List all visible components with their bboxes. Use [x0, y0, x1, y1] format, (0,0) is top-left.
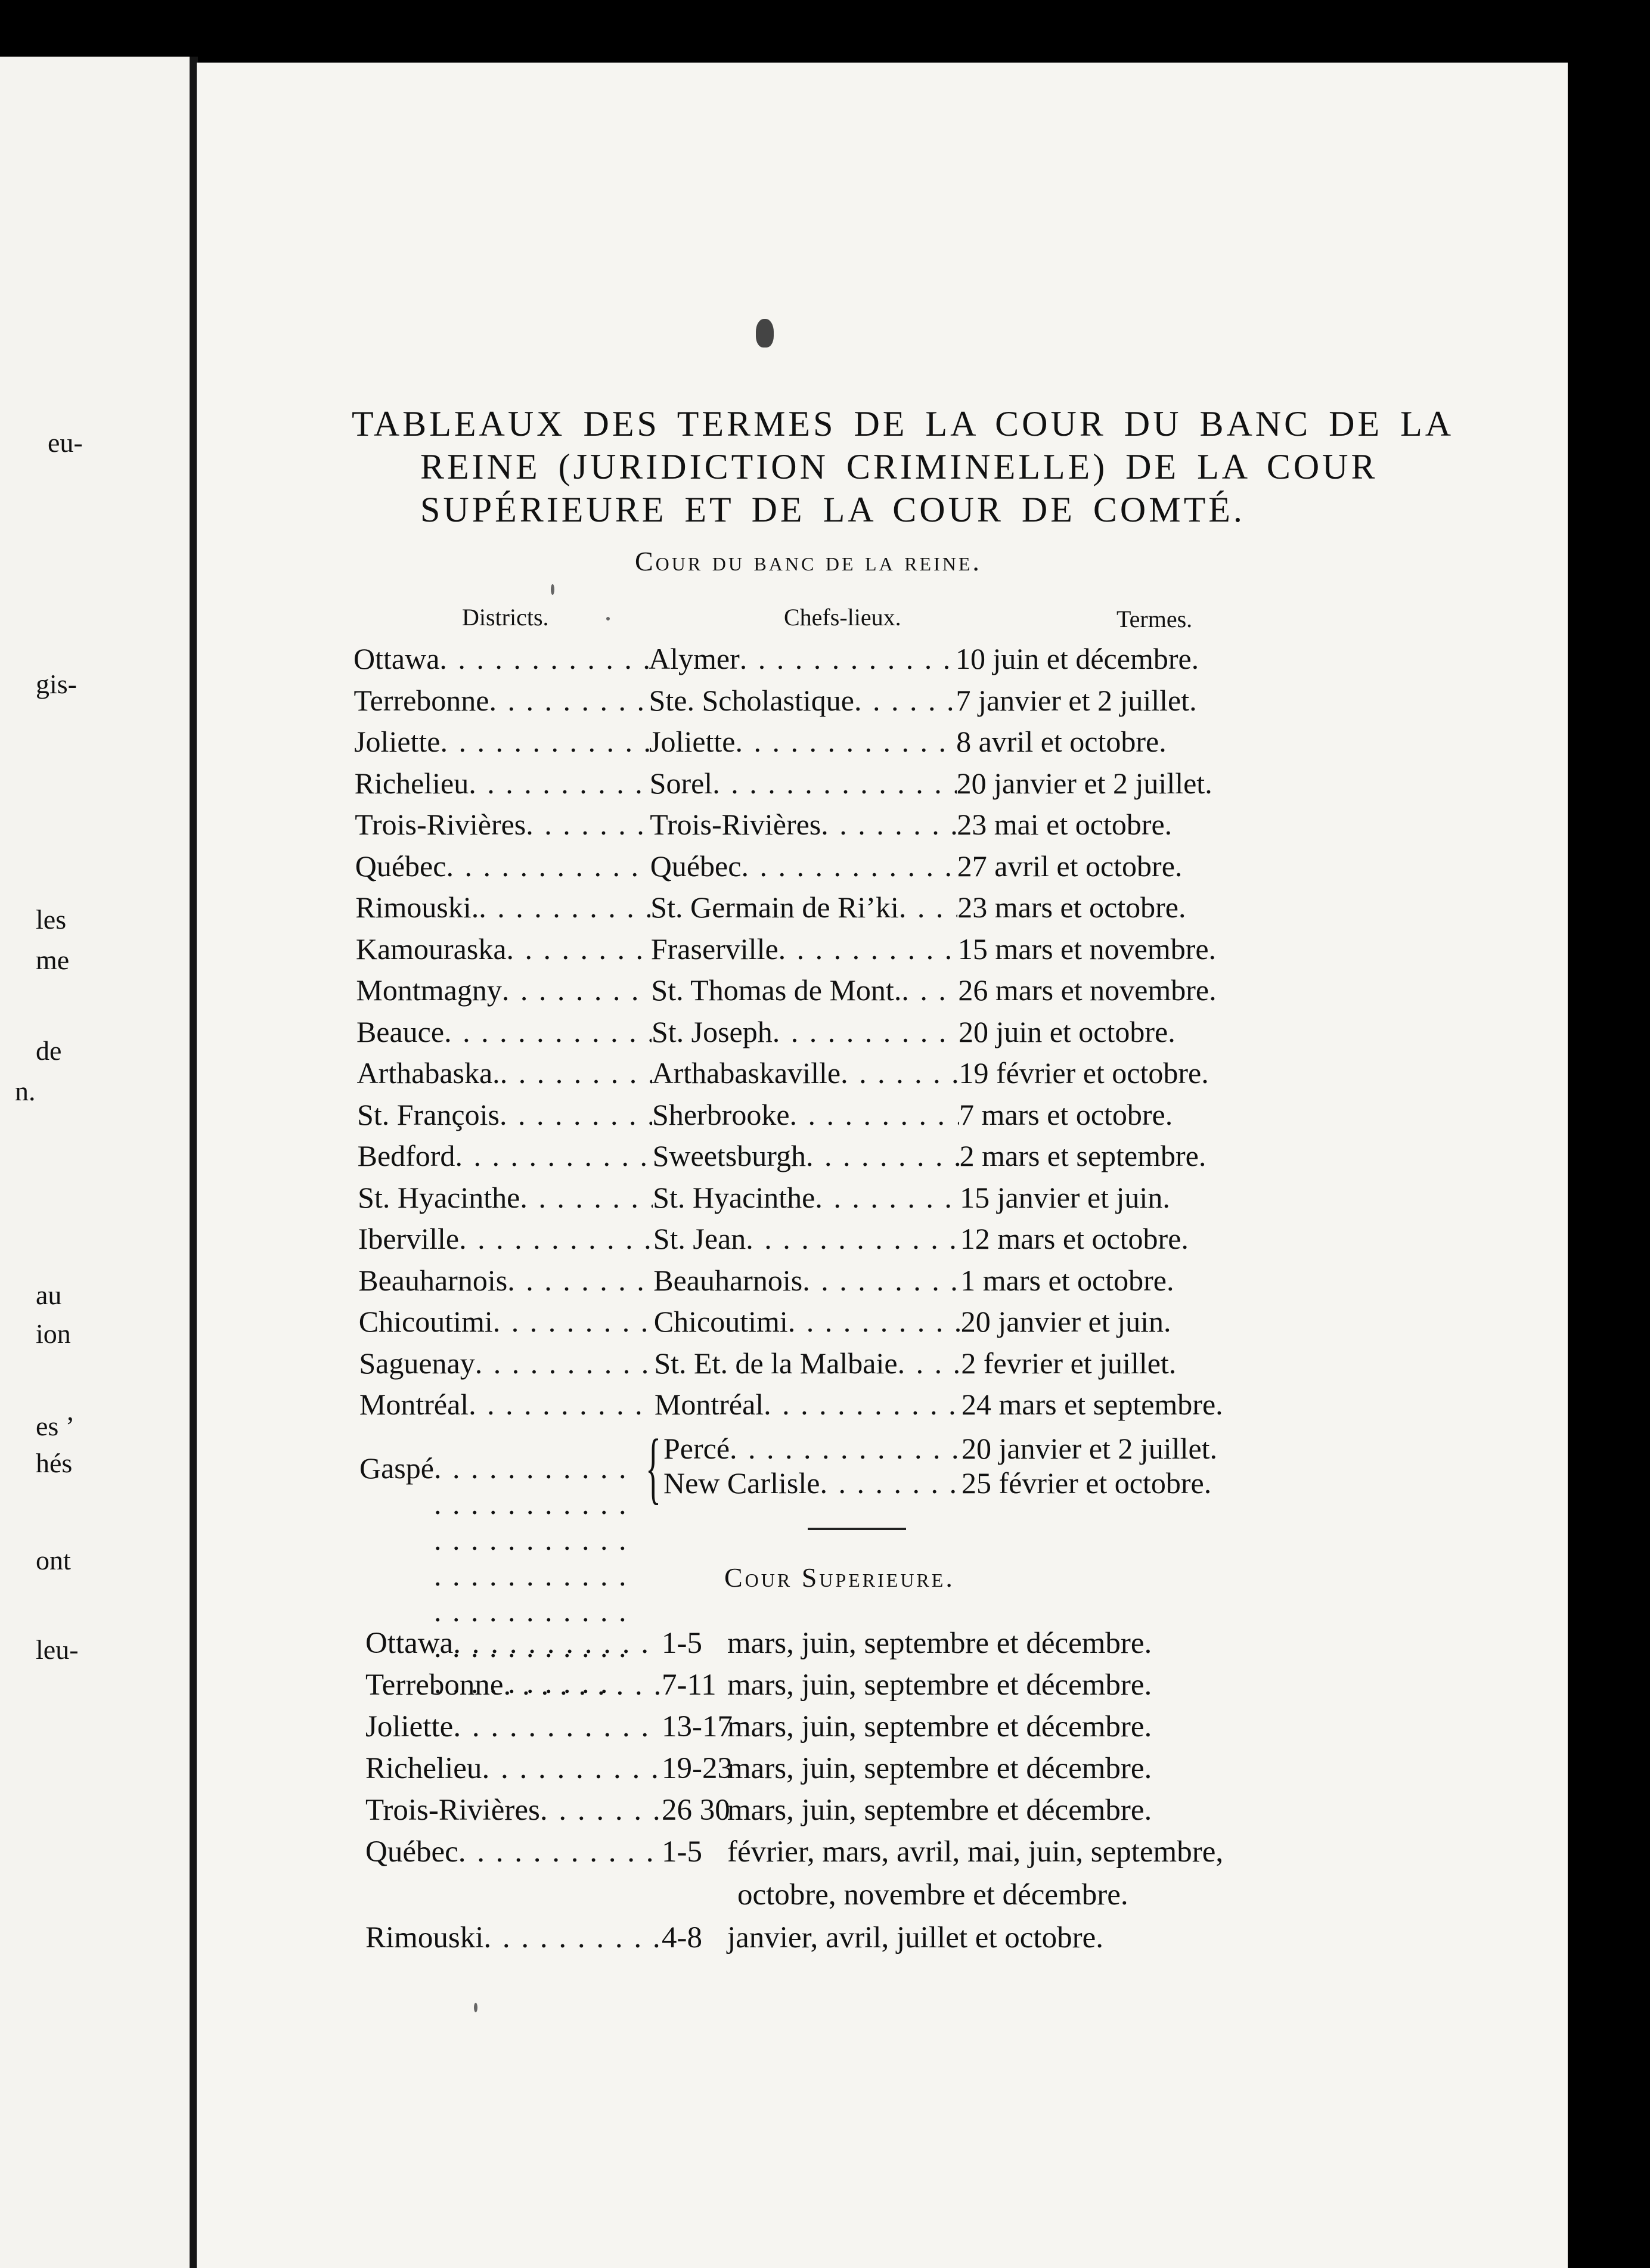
table-row: [357, 1097, 1173, 1133]
chef-lieu-cell: [654, 1345, 961, 1381]
day-range: 4-8: [662, 1921, 702, 1954]
terme: 8 avril et octobre.: [956, 725, 1167, 758]
dot-leader: [500, 1055, 652, 1091]
table-row: [353, 641, 1199, 677]
dot-leader: [458, 1833, 662, 1870]
dot-leader: [479, 889, 650, 925]
dot-leader: [469, 1386, 655, 1422]
district-cell: [358, 1221, 653, 1256]
facing-page-fragment: gis-: [36, 669, 77, 699]
district-name: Terrebonne: [353, 683, 489, 717]
table-row: [355, 765, 1212, 801]
dot-leader: [779, 931, 958, 967]
district-name: Bedford: [357, 1139, 455, 1172]
table-row: [365, 1625, 1152, 1662]
table-row: [356, 931, 1216, 967]
chef-lieu: Sorel: [649, 766, 713, 800]
terme: 27 avril et octobre.: [957, 849, 1183, 883]
section-heading-cour-superieure: Cour Superieure.: [724, 1562, 955, 1593]
chef-lieu-cell: [650, 765, 957, 801]
district-name: Richelieu: [354, 766, 469, 800]
facing-page-fragment: es ’: [36, 1411, 75, 1441]
chef-lieu-cell: [651, 972, 958, 1008]
district-name: Iberville: [358, 1222, 460, 1255]
dot-leader: [802, 1262, 960, 1298]
table-row: [365, 1919, 1103, 1956]
table-row: [358, 1221, 1189, 1256]
dot-leader: [444, 1014, 652, 1050]
title-line-2: REINE (JURIDICTION CRIMINELLE) DE LA COUR: [420, 447, 1378, 486]
chef-lieu: Chicoutimi: [653, 1305, 788, 1338]
district-name: Trois-Rivières: [365, 1794, 540, 1827]
district-name: St. Hyacinthe: [358, 1180, 520, 1214]
district-name: Richelieu: [365, 1752, 482, 1785]
chef-lieu: Ste. Scholastique: [649, 683, 854, 717]
chef-lieu: St. Et. de la Malbaie: [654, 1346, 898, 1380]
district-cell: [365, 1833, 662, 1870]
district-cell: [355, 765, 650, 801]
months-continuation: octobre, novembre et décembre.: [737, 1878, 1128, 1912]
dot-leader: [502, 972, 652, 1008]
gaspe-sub-row: [663, 1431, 1217, 1466]
chef-lieu: St. Jean: [653, 1222, 746, 1255]
terme: 15 mars et novembre.: [957, 932, 1217, 966]
terme: 7 janvier et 2 juillet.: [956, 683, 1197, 717]
table-row: [365, 1750, 1152, 1787]
column-header-chefs-lieux: Chefs-lieux.: [784, 604, 901, 631]
dot-leader: [482, 1750, 662, 1787]
terme: 2 mars et septembre.: [959, 1139, 1207, 1172]
months: mars, juin, septembre et décembre.: [727, 1627, 1152, 1660]
months: mars, juin, septembre et décembre.: [727, 1794, 1152, 1827]
title-line-1: TABLEAUX DES TERMES DE LA COUR DU BANC DE LA: [352, 404, 1454, 443]
chef-lieu: Joliette: [649, 725, 736, 758]
district-cell: [355, 806, 650, 842]
day-range: 1-5: [662, 1627, 702, 1660]
facing-page-fragment: ont: [36, 1545, 71, 1575]
chef-lieu-cell: [653, 1138, 960, 1174]
table-row: [359, 1345, 1176, 1381]
district-cell: [365, 1919, 662, 1956]
chef-lieu-cell: [653, 1221, 960, 1256]
district-cell: [359, 1345, 654, 1381]
facing-page-fragment: eu-: [48, 427, 83, 458]
district-cell: [365, 1750, 662, 1787]
terme: 23 mai et octobre.: [957, 808, 1173, 841]
chef-lieu-cell: [652, 1097, 959, 1133]
dot-leader: [790, 1097, 960, 1133]
section-heading-banc-de-la-reine: Cour du banc de la reine.: [635, 546, 982, 576]
dot-leader: [820, 1465, 962, 1501]
terme: 19 février et octobre.: [959, 1056, 1209, 1090]
dot-leader: [712, 765, 956, 801]
district-name: Saguenay: [359, 1346, 475, 1380]
page-title: [352, 402, 1454, 531]
chef-lieu: St. Hyacinthe: [653, 1180, 815, 1214]
dot-leader: [526, 806, 650, 842]
facing-page-fragment: au: [36, 1280, 62, 1310]
brace-icon: {: [646, 1423, 661, 1512]
dot-leader: [898, 1345, 962, 1381]
terme: 7 mars et octobre.: [959, 1097, 1173, 1131]
district-name: Rimouski.: [355, 891, 479, 924]
chef-lieu-cell: [650, 806, 957, 842]
table-row: [355, 848, 1183, 884]
district-cell: [357, 1097, 652, 1133]
dot-leader: [730, 1431, 962, 1466]
district-cell: [354, 682, 649, 718]
facing-page-fragment: de: [36, 1035, 62, 1066]
district-name: Joliette: [354, 725, 441, 758]
terme: 20 juin et octobre.: [958, 1014, 1176, 1048]
district-cell: [365, 1708, 662, 1745]
chef-lieu-cell: [652, 1055, 959, 1091]
table-row: [354, 724, 1167, 759]
table-row: [365, 1708, 1152, 1745]
district-name: Kamouraska: [355, 932, 507, 966]
gaspe-sub-row: [663, 1465, 1211, 1501]
district-cell: [359, 1386, 655, 1422]
terme: 12 mars et octobre.: [960, 1222, 1189, 1255]
dot-leader: [459, 1221, 653, 1256]
district-cell: [365, 1625, 662, 1662]
dot-leader: [736, 724, 957, 759]
dot-leader: [821, 806, 957, 842]
dot-leader: [901, 972, 958, 1008]
paper-speck: [606, 617, 610, 620]
chef-lieu-cell: [652, 1014, 959, 1050]
table-row: [365, 1792, 1152, 1829]
district-cell: [353, 641, 649, 677]
table-row: [365, 1833, 1223, 1870]
chef-lieu: New Carlisle: [663, 1466, 820, 1500]
chef-lieu-cell: [651, 931, 958, 967]
months: février, mars, avril, mai, juin, septembre,: [727, 1835, 1224, 1869]
dot-leader: [741, 848, 957, 884]
months: janvier, avril, juillet et octobre.: [727, 1921, 1103, 1954]
chef-lieu: Beauharnois: [653, 1263, 803, 1297]
district-cell: [358, 1180, 653, 1215]
district-name: Montmagny: [356, 973, 502, 1007]
chef-lieu: Québec: [650, 849, 742, 883]
chef-lieu-cell: [653, 1180, 960, 1215]
dot-leader: [806, 1138, 960, 1174]
dot-leader: [746, 1221, 960, 1256]
page-edge-shadow: [1568, 89, 1650, 2265]
terme: 20 janvier et 2 juillet.: [962, 1432, 1218, 1465]
chef-lieu-cell: [650, 848, 957, 884]
chef-lieu-cell: [654, 1304, 961, 1339]
table-row: [357, 1055, 1209, 1091]
district-name: Ottawa: [353, 642, 440, 675]
dot-leader: [773, 1014, 959, 1050]
district-name: Rimouski: [365, 1921, 484, 1954]
months: mars, juin, septembre et décembre.: [727, 1710, 1152, 1743]
table-row: [359, 1304, 1171, 1339]
paper-speck: [551, 584, 554, 595]
terme: 26 mars et novembre.: [958, 973, 1217, 1007]
facing-page-fragment: leu-: [36, 1634, 79, 1665]
district-name: Chicoutimi: [358, 1305, 493, 1338]
months: mars, juin, septembre et décembre.: [727, 1752, 1152, 1785]
day-range: 19-23: [662, 1752, 733, 1785]
district-cell: [358, 1138, 653, 1174]
chef-lieu-cell: [649, 682, 956, 718]
terme: 1 mars et octobre.: [960, 1263, 1174, 1297]
terme: 23 mars et octobre.: [957, 891, 1186, 924]
terme: 25 février et octobre.: [962, 1466, 1212, 1500]
dot-leader: [469, 765, 649, 801]
district-name: Arthabaska.: [356, 1056, 500, 1090]
chef-lieu: Alymer: [649, 642, 740, 675]
terme: 10 juin et décembre.: [956, 642, 1199, 675]
chef-lieu: Montréal: [654, 1388, 764, 1421]
table-row: [355, 889, 1186, 925]
section-divider: [808, 1528, 906, 1530]
dot-leader: [507, 931, 651, 967]
table-row: [359, 1386, 1223, 1422]
column-header-districts: Districts.: [462, 604, 549, 631]
dot-leader: [740, 641, 956, 677]
dot-leader: [854, 682, 956, 718]
district-name: Québec: [355, 849, 446, 883]
district-name: Joliette: [365, 1710, 454, 1743]
months: mars, juin, septembre et décembre.: [727, 1668, 1152, 1702]
table-row: [365, 1667, 1152, 1704]
district-name: Montréal: [359, 1388, 469, 1421]
dot-leader: [493, 1304, 654, 1339]
table-row: [356, 1014, 1176, 1050]
chef-lieu: Sherbrooke: [652, 1097, 790, 1131]
table-row: [358, 1180, 1170, 1215]
chef-lieu-cell: [650, 889, 957, 925]
chef-lieu: Arthabaskaville: [652, 1056, 841, 1090]
table-row: [355, 806, 1172, 842]
chef-lieu-cell: [653, 1262, 960, 1298]
table-row: [358, 1138, 1207, 1174]
chef-lieu: Sweetsburgh: [652, 1139, 806, 1172]
district-name: Beauce: [356, 1014, 445, 1048]
dot-leader: [483, 1919, 662, 1956]
district-cell: [356, 972, 651, 1008]
chef-lieu: Trois-Rivières: [650, 808, 821, 841]
dot-leader: [840, 1055, 959, 1091]
facing-page: [0, 57, 190, 2268]
ornament-icon: [756, 319, 774, 348]
facing-page-fragment: me: [36, 945, 70, 975]
chef-lieu: Fraserville: [650, 932, 779, 966]
district-cell: [354, 724, 649, 759]
chef-lieu-cell: [655, 1386, 962, 1422]
dot-leader: [503, 1667, 662, 1704]
chef-lieu: Percé: [663, 1432, 730, 1465]
day-range: 13-17: [662, 1710, 733, 1743]
chef-lieu-cell: [649, 724, 956, 759]
dot-leader: [815, 1180, 960, 1215]
dot-leader: [520, 1180, 653, 1215]
district-cell: [365, 1792, 662, 1829]
dot-leader: [899, 889, 957, 925]
district-cell: [356, 1014, 652, 1050]
facing-page-fragment: les: [36, 904, 67, 935]
dot-leader: [764, 1386, 962, 1422]
chef-lieu: St. Germain de Ri’ki: [650, 891, 899, 924]
dot-leader: [489, 682, 649, 718]
district-name: Ottawa: [365, 1627, 454, 1660]
dot-leader: [507, 1262, 653, 1298]
dot-leader: [441, 724, 650, 759]
terme: 2 fevrier et juillet.: [961, 1346, 1177, 1380]
district-cell: [358, 1262, 653, 1298]
dot-leader: [500, 1097, 652, 1133]
dot-leader: [434, 1450, 640, 1701]
district-cell: [356, 931, 651, 967]
day-range: 26 30: [662, 1794, 730, 1827]
dot-leader: [446, 848, 650, 884]
chef-lieu-cell: [649, 641, 956, 677]
dot-leader: [453, 1708, 662, 1745]
terme: 24 mars et septembre.: [961, 1388, 1223, 1421]
title-line-3: SUPÉRIEURE ET DE LA COUR DE COMTÉ.: [420, 490, 1245, 529]
dot-leader: [439, 641, 649, 677]
terme: 15 janvier et juin.: [960, 1180, 1170, 1214]
chef-lieu: St. Thomas de Mont.: [651, 973, 902, 1007]
dot-leader: [540, 1792, 662, 1829]
facing-page-fragment: hés: [36, 1448, 73, 1478]
district-cell: [365, 1667, 662, 1704]
district-name: Terrebonne: [365, 1668, 504, 1702]
facing-page-fragment: ion: [36, 1318, 71, 1349]
dot-leader: [475, 1345, 655, 1381]
paper-speck: [474, 2003, 477, 2012]
dot-leader: [788, 1304, 961, 1339]
terme: 20 janvier et juin.: [960, 1305, 1171, 1338]
district-name: Québec: [365, 1835, 458, 1869]
district-name: Gaspé: [359, 1451, 434, 1485]
gaspe-entry: [359, 1423, 1313, 1512]
table-row: [356, 972, 1216, 1008]
day-range: 7-11: [662, 1668, 717, 1702]
table-row: [358, 1262, 1174, 1298]
facing-page-fragment: n.: [15, 1076, 36, 1106]
dot-leader: [453, 1625, 662, 1662]
district-cell: [359, 1304, 654, 1339]
column-header-termes: Termes.: [1116, 606, 1193, 632]
district-name: Beauharnois: [358, 1263, 508, 1297]
dot-leader: [455, 1138, 652, 1174]
table-row: [354, 682, 1197, 718]
district-cell: [355, 889, 650, 925]
district-cell: [357, 1055, 652, 1091]
district-cell: [355, 848, 650, 884]
district-name: St. François: [357, 1097, 500, 1131]
day-range: 1-5: [662, 1835, 702, 1869]
chef-lieu: St. Joseph: [651, 1014, 773, 1048]
district-name: Trois-Rivières: [355, 808, 526, 841]
terme: 20 janvier et 2 juillet.: [956, 766, 1212, 800]
